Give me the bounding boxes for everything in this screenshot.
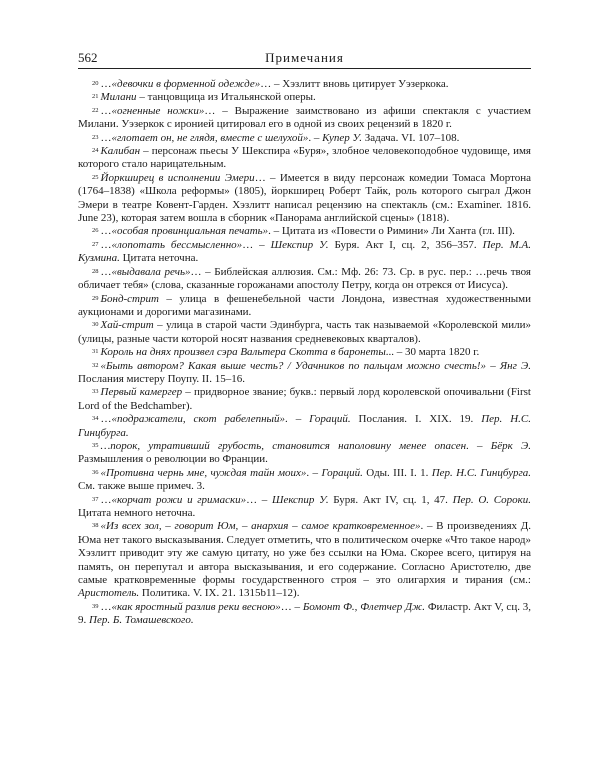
endnote-text: Оды. III. I. 1. bbox=[362, 466, 432, 479]
endnote-text: . – Цитата из «Повести о Римини» Ли Ханта (гл. III). bbox=[268, 225, 515, 238]
endnote-number: 20 bbox=[92, 80, 99, 87]
endnote-italic-text: Пер. О. Сороки. bbox=[452, 493, 532, 506]
endnote-text: – танцовщица из Итальянской оперы. bbox=[136, 91, 316, 104]
endnote-italic-text: Хай-стрит bbox=[100, 319, 154, 332]
endnote-text: … – Хэзлитт вновь цитирует Уэзеркока. bbox=[260, 78, 449, 90]
endnote-text: См. также выше примеч. 3. bbox=[78, 480, 205, 493]
endnote-text: . – bbox=[466, 439, 491, 452]
endnote-italic-text: Король на днях произвел сэра Вальтера Скотта в баронеты bbox=[100, 346, 386, 359]
endnote-italic-text: «выдавала речь» bbox=[111, 265, 191, 278]
endnote-29 bbox=[78, 293, 531, 320]
endnote-italic-text: …порок, утративший грубость, становится наполовину менее опасен bbox=[100, 439, 467, 452]
endnote-italic-text: «подражатели, скот рабелепный» bbox=[111, 413, 286, 426]
running-header bbox=[78, 48, 531, 69]
endnote-italic-text: Пер. Б. Томашевского. bbox=[89, 614, 194, 627]
endnote-italic-text: Гораций. bbox=[321, 466, 363, 479]
endnote-number: 21 bbox=[92, 93, 99, 101]
endnote-text: Послания. I. XIX. 19. bbox=[350, 413, 482, 426]
endnote-30 bbox=[78, 319, 531, 346]
endnote-number: 22 bbox=[92, 106, 99, 114]
endnote-number: 32 bbox=[92, 361, 99, 369]
endnote-italic-text: Пер. М.А. Кузмина. bbox=[78, 238, 532, 265]
endnote-text: … bbox=[100, 238, 112, 251]
endnote-text: … bbox=[100, 78, 112, 90]
endnote-text: Филастр. Акт V, сц. 3, 9. bbox=[78, 600, 531, 627]
endnote-number: 28 bbox=[92, 267, 99, 275]
endnote-text: Буря. Акт IV, сц. 1, 47. bbox=[328, 493, 453, 506]
endnote-number: 24 bbox=[92, 147, 99, 155]
endnote-italic-text: «корчат рожи и гримаски» bbox=[111, 493, 247, 506]
endnote-italic-text: «особая провинциальная печать» bbox=[111, 225, 269, 238]
endnote-text: Задача. VI. 107–108. bbox=[361, 131, 460, 144]
endnote-text: … – bbox=[242, 238, 271, 251]
endnote-italic-text: Милани bbox=[100, 91, 137, 104]
endnote-number: 29 bbox=[92, 294, 99, 302]
endnote-italic-text: «Быть автором? Какая выше честь? / Удачников по пальцам можно счесть!» bbox=[100, 359, 487, 372]
endnote-text: … bbox=[100, 265, 112, 278]
endnote-text: . – bbox=[285, 413, 310, 426]
endnote-italic-text: «девочки в форменной одежде» bbox=[111, 78, 261, 90]
endnote-text: Послания мистеру Поупу. II. 15–16. bbox=[78, 372, 245, 385]
endnote-italic-text: «Противна чернь мне, чуждая тайн моих» bbox=[100, 466, 307, 479]
endnote-31 bbox=[78, 346, 531, 359]
endnote-22 bbox=[78, 105, 531, 132]
endnote-text: – персонаж пьесы У Шекспира «Буря», злобное человекоподобное чудовище, имя которого стало нарицательным. bbox=[78, 145, 531, 171]
endnote-text: – улица в фешенебельной части Лондона, известная художественными аукционами и дорогими магазинами. bbox=[78, 292, 531, 318]
endnote-34 bbox=[78, 413, 531, 440]
endnote-text: … bbox=[100, 600, 112, 613]
endnote-21 bbox=[78, 91, 531, 104]
endnote-28 bbox=[78, 266, 531, 293]
endnote-text: Цитата немного неточна. bbox=[78, 507, 196, 519]
endnote-text: Цитата неточна. bbox=[119, 252, 199, 265]
endnote-text: Размышления о революции во Франции. bbox=[78, 453, 268, 466]
endnote-24 bbox=[78, 145, 531, 172]
endnote-25 bbox=[78, 172, 531, 226]
endnote-text: – bbox=[486, 359, 500, 372]
running-title: Примечания bbox=[265, 50, 344, 65]
endnote-text: . – bbox=[306, 466, 322, 479]
endnote-23 bbox=[78, 132, 531, 145]
endnote-37 bbox=[78, 494, 531, 521]
endnote-number: 35 bbox=[92, 441, 99, 449]
endnote-number: 25 bbox=[92, 173, 99, 181]
endnote-text: – придворное звание; букв.: первый лорд королевской опочивальни (First Lord of the Bedchamber). bbox=[78, 386, 531, 412]
endnote-italic-text: «как яростный разлив реки весною» bbox=[111, 600, 281, 613]
endnote-number: 27 bbox=[92, 240, 99, 248]
endnote-text: Буря. Акт I, сц. 2, 356–357. bbox=[328, 238, 483, 251]
endnote-text: … bbox=[100, 131, 112, 144]
endnote-36 bbox=[78, 467, 531, 494]
endnote-italic-text: Бонд-стрит bbox=[100, 292, 159, 305]
endnote-text: Политика. V. IX. 21. 1315b11–12). bbox=[139, 587, 300, 600]
endnote-italic-text: Шекспир У. bbox=[271, 493, 329, 506]
endnote-italic-text: Янг Э. bbox=[499, 359, 531, 372]
endnote-number: 38 bbox=[92, 522, 99, 530]
endnote-number: 34 bbox=[92, 415, 99, 423]
endnote-32 bbox=[78, 360, 531, 387]
endnote-text: … bbox=[100, 413, 112, 426]
endnote-number: 39 bbox=[92, 602, 99, 610]
endnote-35 bbox=[78, 440, 531, 467]
endnote-number: 23 bbox=[92, 133, 99, 141]
endnote-text: . – В произведениях Д. Юма нет такого высказывания. Следует отметить, что в политическом очерке «Что такое народ» Хэзлитт приводит эту же самую цитату, но уже без ссылки на Юма. Скорее всего, цитируя на память, он перепутал и автора высказывания, и его содержание. Согласно Аристотелю, две самые кратковременные формы государственного строя – это олигархия и тирания (см.: bbox=[78, 520, 532, 587]
endnote-text: – улица в старой части Эдинбурга, часть так называемой «Королевской мили» (улицы, разные части которой носят названия средневековых кварталов). bbox=[78, 319, 531, 345]
endnote-italic-text: Аристотель. bbox=[78, 587, 140, 600]
endnote-italic-text: «огненные ножки» bbox=[111, 104, 205, 117]
endnote-text: … – Выражение заимствовано из афиши спектакля с участием Милани. Уэзеркок с иронией цитировал его в одной из своих рецензий в 1820 г. bbox=[78, 104, 531, 131]
endnote-text: … – Имеется в виду персонаж комедии Томаса Мортона (1764–1838) «Школа реформы» (1805), йоркширец Роберт Тайк, роль которого сыграл Джон Эмери в театре Ковент-Гарден. Хэзлитт написал рецензию на спектакль (см.: Examiner. 1816. June 23), которая затем вошла в сборник «Панорама английской сцены» (1818). bbox=[78, 171, 532, 225]
endnote-italic-text: Гораций. bbox=[309, 413, 351, 426]
endnote-38 bbox=[78, 520, 531, 600]
endnote-text: ... – 30 марта 1820 г. bbox=[385, 346, 480, 359]
endnotes-list bbox=[78, 78, 531, 628]
endnote-number: 37 bbox=[92, 495, 99, 503]
endnote-italic-text: «лопотать бессмысленно» bbox=[111, 238, 243, 251]
endnote-italic-text: Бёрк Э. bbox=[490, 439, 532, 452]
endnote-number: 30 bbox=[92, 321, 99, 329]
endnote-italic-text: Калибан bbox=[100, 145, 141, 158]
endnote-italic-text: Пер. Н.С. Гинцбурга. bbox=[78, 413, 531, 439]
page-number: 562 bbox=[78, 50, 98, 65]
endnote-text: … bbox=[100, 493, 112, 506]
endnote-text: . – bbox=[308, 131, 323, 144]
endnote-number: 36 bbox=[92, 468, 99, 476]
endnote-italic-text: Йоркширец в исполнении Эмери bbox=[100, 171, 255, 184]
endnote-italic-text: «глотает он, не глядя, вместе с шелухой» bbox=[111, 131, 309, 144]
endnote-text: … bbox=[100, 104, 112, 117]
endnote-italic-text: «Из всех зол, – говорит Юм, – анархия – самое кратковременное» bbox=[100, 520, 421, 533]
endnote-italic-text: Бомонт Ф., Флетчер Дж. bbox=[302, 600, 426, 613]
endnote-27 bbox=[78, 239, 531, 266]
endnote-number: 31 bbox=[92, 348, 99, 356]
endnote-italic-text: Купер У. bbox=[322, 131, 362, 144]
endnote-20 bbox=[78, 78, 531, 91]
endnote-39 bbox=[78, 601, 531, 628]
endnote-text: … – Библейская аллюзия. См.: Мф. 26: 73. Ср. в рус. пер.: …речь твоя обличает тебя» (слова, сказанные горожанами апостолу Петру, когда он отрекся от Иисуса). bbox=[78, 265, 531, 292]
endnote-italic-text: Первый камергер bbox=[100, 386, 183, 399]
endnote-number: 26 bbox=[92, 227, 99, 235]
endnote-number: 33 bbox=[92, 388, 99, 396]
endnote-italic-text: Шекспир У. bbox=[270, 238, 329, 251]
endnote-italic-text: Пер. Н.С. Гинцбурга. bbox=[431, 466, 532, 479]
endnote-text: … – bbox=[246, 493, 272, 506]
endnote-text: … – bbox=[280, 600, 303, 613]
endnote-33 bbox=[78, 386, 531, 413]
endnote-26 bbox=[78, 225, 531, 238]
endnote-text: … bbox=[100, 225, 112, 238]
